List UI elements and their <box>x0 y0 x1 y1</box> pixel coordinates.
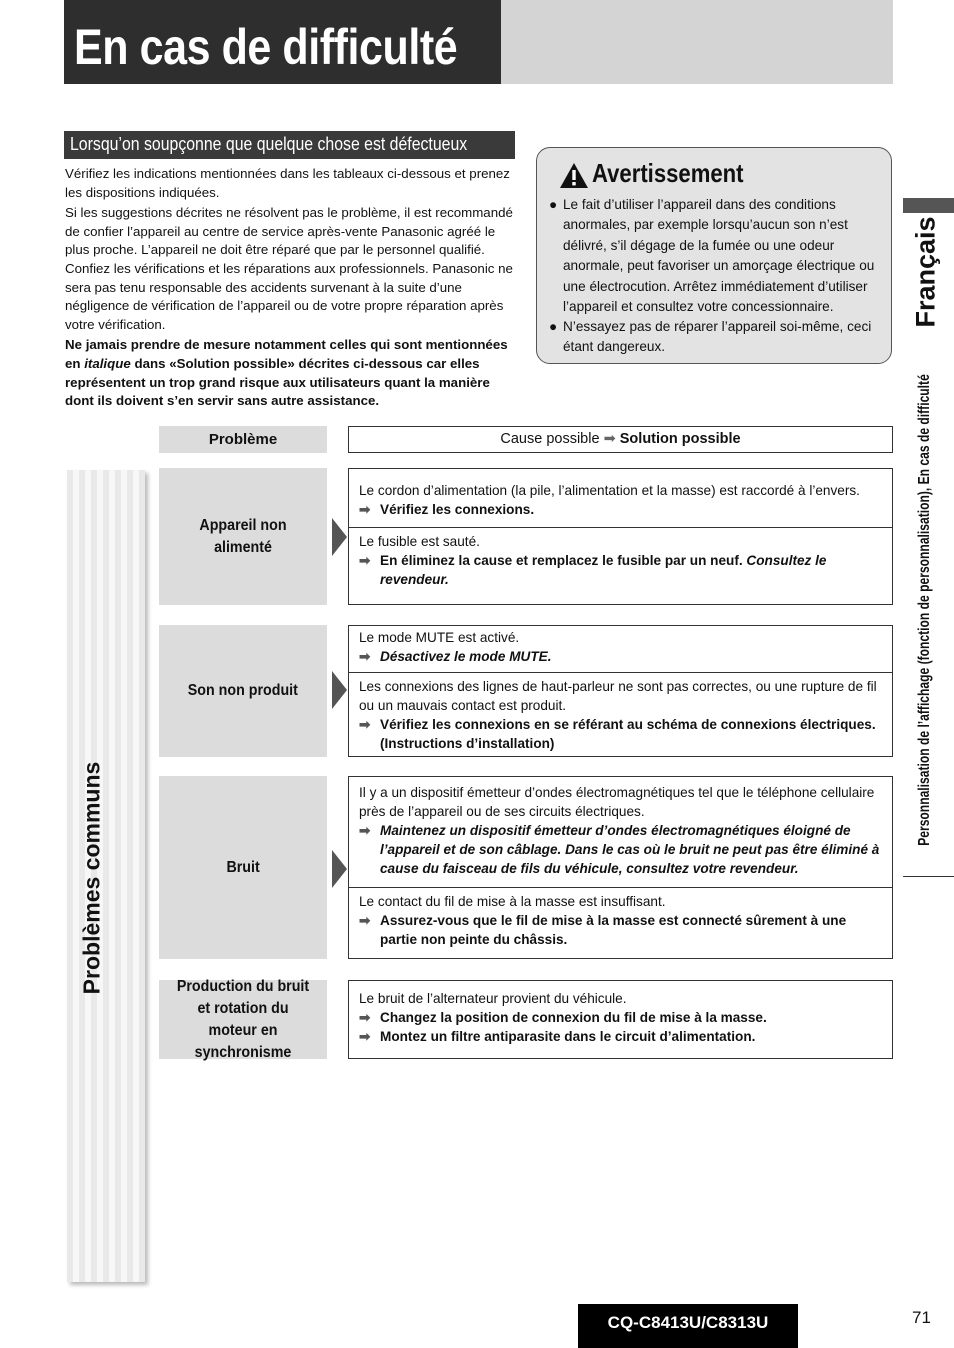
header-solution-text: Solution possible <box>619 431 741 447</box>
model-number: CQ-C8413U/C8313U <box>607 1313 769 1332</box>
cause-solution-item <box>349 677 892 753</box>
intro-p3-italic: italique <box>84 355 131 371</box>
intro-p3-part1: Ne jamais prendre de mesure notamment celles qui sont mentionnées en <box>65 337 508 371</box>
solution-line <box>359 647 882 666</box>
solution-text: Désactivez le mode MUTE. <box>380 649 552 664</box>
sidebar-divider <box>903 876 954 877</box>
bullet-icon: ● <box>549 319 558 334</box>
section-context-label <box>912 360 938 860</box>
cause-text: Le mode MUTE est activé. <box>359 630 520 645</box>
header-cause-text: Cause possible <box>500 431 600 447</box>
row-arrow-icon <box>332 671 347 709</box>
intro-paragraph-3 <box>65 336 515 410</box>
warning-triangle-icon <box>559 162 589 189</box>
solution-line <box>359 500 882 519</box>
cause-text: Les connexions des lignes de haut-parleur ne sont pas correctes, ou une rupture de fil ou un mauvais contact est produit. <box>359 679 877 713</box>
arrow-right-icon: ➡ <box>359 1029 371 1044</box>
solution-text-italic: Consultez le revendeur. <box>380 553 827 587</box>
row-divider <box>349 527 892 528</box>
arrow-right-icon: ➡ <box>359 1010 371 1025</box>
section-context-text: Personnalisation de l’affichage (fonction de personnalisation), En cas de difficulté <box>916 374 933 846</box>
arrow-right-icon: ➡ <box>359 913 371 928</box>
solution-text: Assurez-vous que le fil de mise à la masse est connecté sûrement à une partie non peinte du châssis. <box>380 913 847 947</box>
cause-text: Le fusible est sauté. <box>359 534 480 549</box>
row-divider <box>349 672 892 673</box>
row-arrow-icon <box>332 850 347 888</box>
solution-box <box>348 776 893 959</box>
problem-text: Production du bruit et rotation du moteur en synchronisme <box>176 977 310 1061</box>
warning-item-text: N’essayez pas de réparer l’appareil soi-même, ceci étant dangereux. <box>563 319 872 355</box>
problem-cell <box>159 776 327 959</box>
arrow-right-icon: ➡ <box>359 502 371 517</box>
solution-text: En éliminez la cause et remplacez le fusible par un neuf. <box>380 553 743 568</box>
problem-cell <box>159 468 327 605</box>
section-heading-text: Lorsqu’on soupçonne que quelque chose est défectueux <box>70 134 468 154</box>
solution-line <box>359 1008 882 1027</box>
warning-item-text: Le fait d’utiliser l’appareil dans des conditions anormales, par exemple lorsqu’aucun son n’est délivré, s’il dégage de la fumée ou une odeur anormale, peut favoriser un amorçage électrique ou une électrocution. Arrêtez immédiatement d’utiliser l’appareil et consultez votre concessionnaire. <box>563 197 875 315</box>
column-header-problem <box>159 426 327 453</box>
problem-text: Appareil non alimenté <box>199 516 287 556</box>
problem-text: Son non produit <box>187 682 299 699</box>
warning-item <box>549 195 884 317</box>
page-title: En cas de difficulté <box>74 19 458 75</box>
page-number: 71 <box>912 1308 931 1327</box>
solution-text: Changez la position de connexion du fil de mise à la masse. <box>380 1010 767 1025</box>
cause-solution-item <box>349 783 892 878</box>
cause-text: Le contact du fil de mise à la masse est insuffisant. <box>359 894 666 909</box>
language-tab-marker <box>903 198 954 213</box>
language-label <box>908 218 944 326</box>
solution-line <box>359 551 882 589</box>
cause-solution-item <box>349 628 892 666</box>
solution-box <box>348 980 893 1059</box>
row-arrow-icon <box>332 518 347 556</box>
arrow-right-icon: ➡ <box>359 717 371 732</box>
solution-line <box>359 911 882 949</box>
intro-p3-part2: dans «Solution possible» décrites ci-dessous car elles représentent un trop grand risque aux utilisateurs quant la manière dont ils doivent s’en servir sans autre assistance. <box>65 355 490 409</box>
column-header-cause-solution <box>348 426 893 453</box>
solution-line <box>359 1027 882 1046</box>
model-badge <box>578 1304 798 1348</box>
problem-text: Bruit <box>226 858 260 876</box>
cause-solution-item <box>349 892 892 949</box>
cause-solution-item <box>349 481 892 519</box>
solution-text: Maintenez un dispositif émetteur d’ondes électromagnétiques éloigné de l’appareil et de son câblage. Dans le cas où le bruit ne peut pas être éliminé à cause du faisceau de fils du véhicule, consultez votre revendeur. <box>380 823 880 876</box>
warning-item <box>549 317 884 358</box>
category-label <box>67 470 117 1070</box>
cause-text: Il y a un dispositif émetteur d’ondes électromagnétiques tel que le téléphone cellulaire près de l’appareil ou de ses circuits électriques. <box>359 785 875 819</box>
cause-solution-item <box>349 989 892 1046</box>
bullet-icon: ● <box>549 197 558 212</box>
solution-line <box>359 821 882 878</box>
intro-paragraph-1: Vérifiez les indications mentionnées dans les tableaux ci-dessous et prenez les dispositions indiquées. <box>65 166 510 200</box>
solution-text: Vérifiez les connexions. <box>380 502 535 517</box>
solution-box <box>348 625 893 757</box>
language-label-text: Français <box>910 216 941 328</box>
solution-box <box>348 468 893 605</box>
arrow-right-icon: ➡ <box>359 553 371 568</box>
arrow-right-icon: ➡ <box>359 649 371 664</box>
cause-text: Le cordon d’alimentation (la pile, l’alimentation et la masse) est raccordé à l’envers. <box>359 483 860 498</box>
category-label-text: Problèmes communs <box>78 761 105 995</box>
arrow-right-icon: ➡ <box>603 431 616 447</box>
column-header-problem-text: Problème <box>208 431 278 448</box>
intro-text <box>65 165 515 413</box>
section-heading <box>64 131 515 159</box>
cause-solution-item <box>349 532 892 589</box>
cause-text: Le bruit de l’alternateur provient du véhicule. <box>359 991 627 1006</box>
row-divider <box>349 887 892 888</box>
solution-text: Vérifiez les connexions en se référant au schéma de connexions électriques. (Instructions d’installation) <box>380 717 876 751</box>
warning-title: Avertissement <box>592 158 744 188</box>
solution-line <box>359 715 882 753</box>
problem-cell <box>159 977 327 1061</box>
title-gray-band <box>501 0 893 84</box>
problem-cell <box>159 625 327 757</box>
arrow-right-icon: ➡ <box>359 823 371 838</box>
intro-paragraph-2: Si les suggestions décrites ne résolvent pas le problème, il est recommandé de confier l’appareil au centre de service après-vente Panasonic agréé le plus proche. L’appareil ne doit être réparé que par le personnel qualifié. Confiez les vérifications et les réparations aux professionnels. Panasonic ne sera pas tenu responsable des accidents survenant à la suite d’une négligence de vérification de l’appareil ou de votre propre réparation après votre vérification. <box>65 205 513 332</box>
solution-text: Montez un filtre antiparasite dans le circuit d’alimentation. <box>380 1029 756 1044</box>
